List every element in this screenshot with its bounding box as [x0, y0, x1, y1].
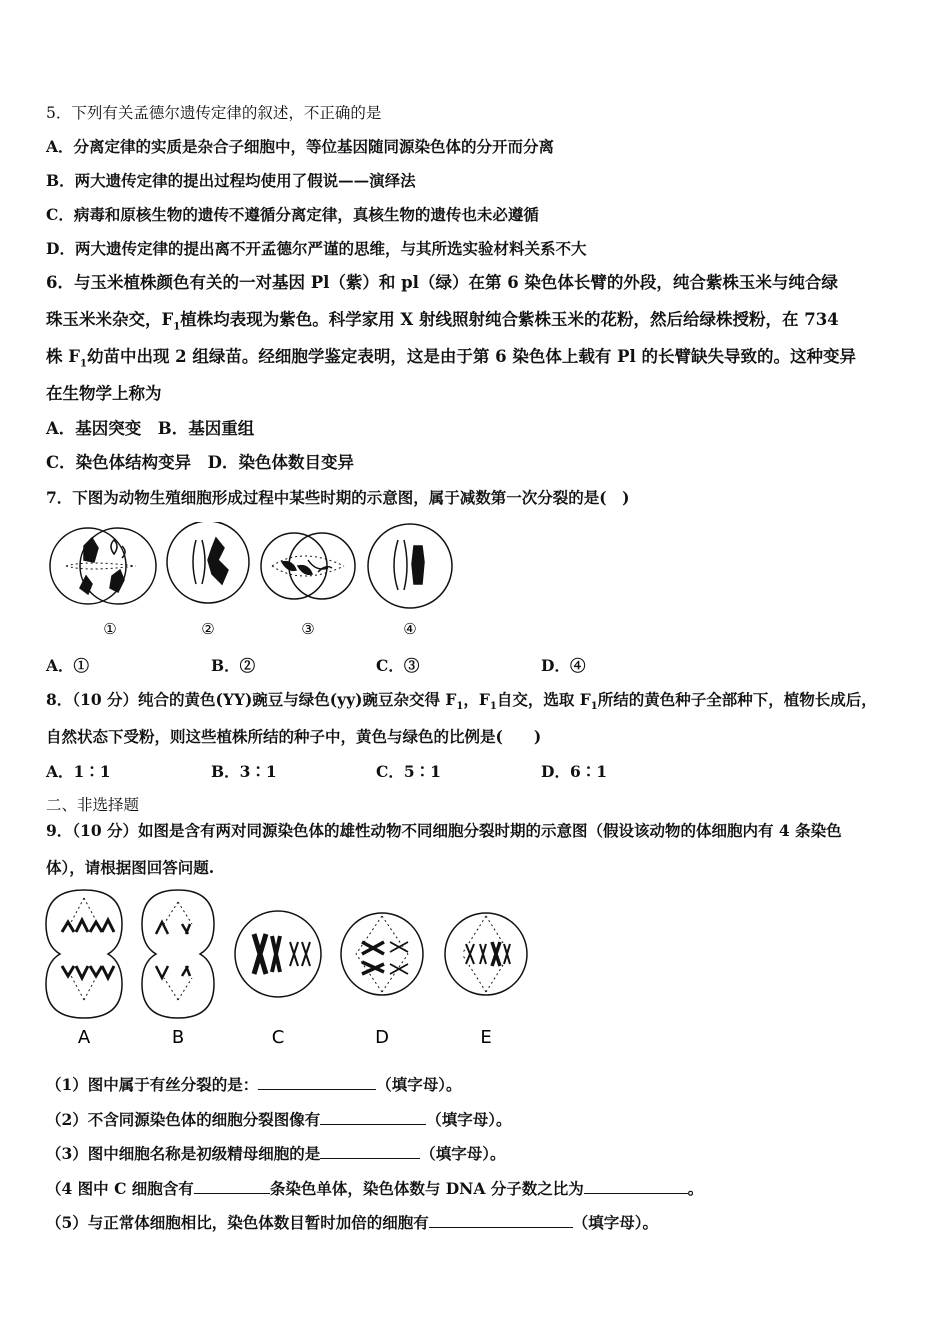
q7-fig-label-1: ①: [103, 620, 117, 638]
q9-cell-figure: [40, 884, 540, 1050]
q5-option-c: C．病毒和原核生物的遗传不遵循分离定律，真核生物的遗传也未必遵循: [46, 205, 539, 224]
q9-sub-3-blank[interactable]: [320, 1143, 420, 1159]
q8-sub-1: 1: [456, 701, 464, 713]
q9-fig-label-e: E: [480, 1027, 492, 1048]
q7-option-a: A．①: [46, 656, 90, 675]
q6-line-3-b: 幼苗中出现 2 组绿苗。经细胞学鉴定表明，这是由于第 6 染色体上载有 Pl 的长臂缺失导致的。这种变异: [86, 347, 857, 366]
q6-sub-1: 1: [173, 321, 181, 333]
q9-sub-1-a: （1）图中属于有丝分裂的是：: [46, 1075, 259, 1094]
q9-sub-4-blank-2[interactable]: [584, 1178, 688, 1194]
q8-sub-3: 1: [590, 701, 598, 713]
section-2-heading: 二、非选择题: [46, 796, 140, 814]
q7-cell-figure: [46, 522, 466, 642]
q8-option-c: C．5∶1: [376, 762, 441, 781]
q9-sub-3-b: （填字母）。: [420, 1144, 506, 1163]
q5-option-b: B．两大遗传定律的提出过程均使用了假说——演绎法: [46, 171, 416, 190]
q5-stem: 5．下列有关孟德尔遗传定律的叙述，不正确的是: [46, 104, 382, 122]
q9-fig-label-c: C: [271, 1027, 285, 1048]
q9-cell-d: [341, 913, 423, 995]
q9-cell-e: [445, 913, 527, 995]
q8-line-1-d: 所结的黄色种子全部种下，植物长成后，: [597, 690, 877, 709]
q9-sub-3: [46, 1143, 506, 1164]
q9-sub-4-blank-1[interactable]: [194, 1178, 270, 1194]
q9-sub-2-blank[interactable]: [320, 1109, 426, 1125]
q8-line-1-a: 8．（10 分）纯合的黄色(YY)豌豆与绿色(yy)豌豆杂交得 F: [46, 690, 457, 709]
q6-line-2: [46, 310, 839, 337]
q9-fig-label-a: A: [77, 1027, 91, 1048]
q7-fig-label-4: ④: [403, 620, 417, 638]
q9-sub-5-a: （5）与正常体细胞相比，染色体数目暂时加倍的细胞有: [46, 1213, 429, 1232]
q9-sub-5-blank[interactable]: [429, 1212, 573, 1228]
q5-option-d: D．两大遗传定律的提出离不开孟德尔严谨的思维，与其所选实验材料关系不大: [46, 239, 587, 258]
q9-sub-2-b: （填字母）。: [426, 1110, 512, 1129]
q9-cell-c: [235, 911, 321, 997]
q9-cell-b: [142, 890, 214, 1018]
q8-sub-2: 1: [489, 701, 497, 713]
q6-line-4: 在生物学上称为: [46, 384, 162, 403]
q8-option-b: B．3∶1: [211, 762, 277, 781]
q8-line-2: 自然状态下受粉，则这些植株所结的种子中，黄色与绿色的比例是( ): [46, 727, 542, 746]
q6-options-ab: A．基因突变 B．基因重组: [46, 419, 255, 438]
q7-fig-label-2: ②: [201, 620, 215, 638]
q9-sub-4-b: 条染色单体，染色体数与 DNA 分子数之比为: [269, 1179, 584, 1198]
q6-line-3: [46, 347, 856, 374]
q7-stem: 7．下图为动物生殖细胞形成过程中某些时期的示意图，属于减数第一次分裂的是( ): [46, 488, 630, 507]
q8-line-1-b: ，F: [463, 690, 490, 709]
q9-line-2: 体），请根据图回答问题.: [46, 858, 215, 877]
q9-sub-2: [46, 1109, 512, 1130]
q9-sub-5-b: （填字母）。: [572, 1213, 659, 1232]
q6-line-2-a: 珠玉米米杂交，F: [46, 310, 174, 329]
q9-sub-4-c: 。: [687, 1179, 704, 1198]
q7-option-d: D．④: [541, 656, 586, 675]
q9-fig-label-d: D: [375, 1027, 389, 1048]
q7-fig-label-3: ③: [301, 620, 315, 638]
q7-cell-3: [261, 533, 355, 599]
q9-sub-5: [46, 1212, 658, 1233]
q9-cell-a: [46, 890, 122, 1018]
q9-line-1: 9．（10 分）如图是含有两对同源染色体的雄性动物不同细胞分裂时期的示意图（假设该动物的体细胞内有 4 条染色: [46, 821, 842, 840]
q9-sub-4-a: （4 图中 C 细胞含有: [46, 1179, 194, 1198]
q9-sub-1-b: （填字母）。: [376, 1075, 462, 1094]
q8-option-d: D．6∶1: [541, 762, 608, 781]
q6-options-cd: C．染色体结构变异 D．染色体数目变异: [46, 453, 354, 472]
q9-sub-1: [46, 1074, 462, 1095]
q7-option-b: B．②: [211, 656, 256, 675]
q7-cell-4: [368, 524, 452, 608]
q9-sub-3-a: （3）图中细胞名称是初级精母细胞的是: [46, 1144, 321, 1163]
q6-line-3-a: 株 F: [46, 347, 80, 366]
q6-sub-2: 1: [79, 358, 87, 370]
q8-line-1-c: 自交，选取 F: [496, 690, 591, 709]
q7-cell-1: [50, 528, 156, 604]
q5-option-a: A．分离定律的实质是杂合子细胞中，等位基因随同源染色体的分开而分离: [46, 137, 555, 156]
q9-sub-2-a: （2）不含同源染色体的细胞分裂图像有: [46, 1110, 321, 1129]
q8-option-a: A．1∶1: [46, 762, 111, 781]
q9-sub-1-blank[interactable]: [258, 1074, 376, 1090]
q6-line-1: 6．与玉米植株颜色有关的一对基因 Pl（紫）和 pl（绿）在第 6 染色体长臂的外段，纯合紫株玉米与纯合绿: [46, 273, 838, 292]
q6-line-2-b: 植株均表现为紫色。科学家用 X 射线照射纯合紫株玉米的花粉，然后给绿株授粉，在 734: [180, 310, 839, 329]
q7-option-c: C．③: [376, 656, 420, 675]
q9-fig-label-b: B: [171, 1027, 185, 1048]
q7-cell-2: [167, 522, 249, 603]
q9-sub-4: [46, 1178, 703, 1199]
q8-line-1: [46, 690, 877, 717]
